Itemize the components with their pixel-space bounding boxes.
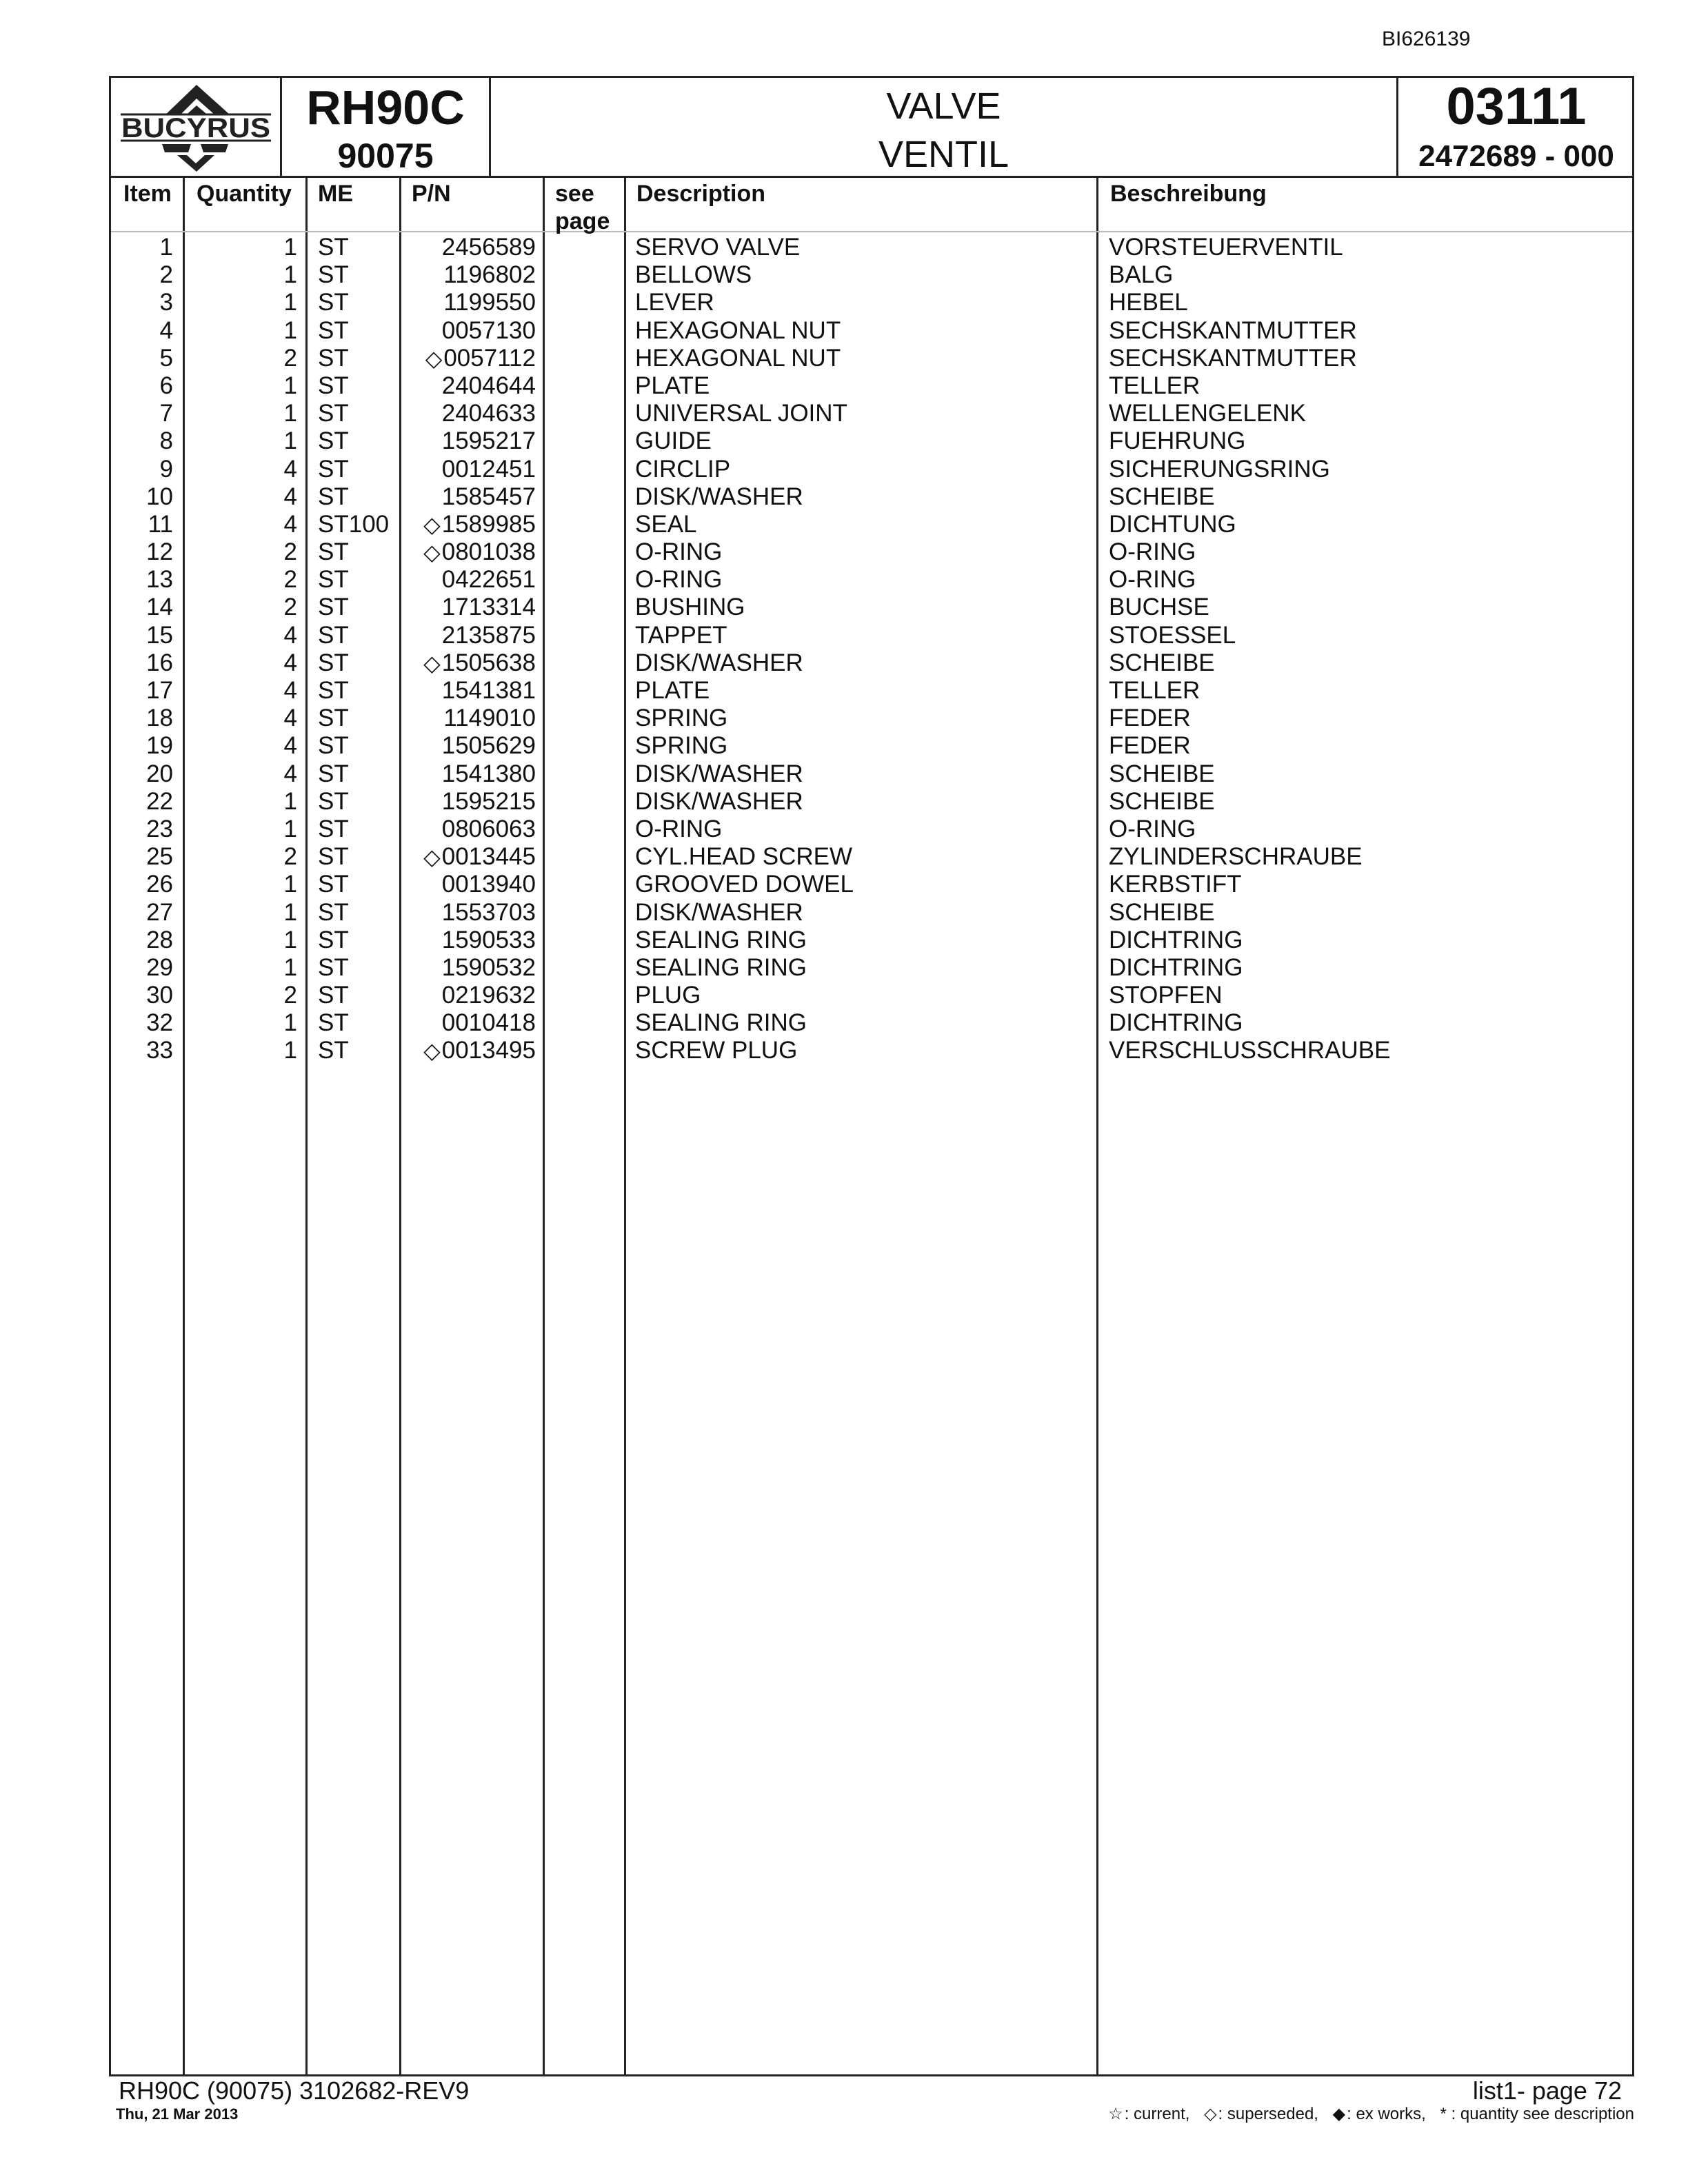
part-number-cell: 1196802 [443, 261, 536, 289]
part-number-cell: ◇0057112 [425, 344, 536, 372]
item-cell: 10 [146, 483, 173, 510]
title-cell [491, 78, 1398, 176]
beschreibung-cell: FEDER [1109, 732, 1191, 760]
item-cell: 8 [159, 427, 173, 455]
item-cell: 17 [146, 677, 173, 704]
table-row [111, 566, 1632, 594]
table-row [111, 622, 1632, 649]
quantity-cell: 1 [283, 953, 297, 981]
table-row [111, 1037, 1632, 1064]
unit-cell: ST [318, 843, 349, 871]
part-number-cell: 1590532 [441, 953, 536, 981]
beschreibung-cell: DICHTUNG [1109, 510, 1236, 538]
beschreibung-cell: KERBSTIFT [1109, 871, 1242, 898]
quantity-cell: 1 [283, 815, 297, 842]
part-number-cell: ◇0801038 [423, 538, 536, 566]
unit-cell: ST [318, 261, 349, 289]
unit-cell: ST [318, 760, 349, 787]
quantity-cell: 2 [283, 538, 297, 566]
table-row [111, 234, 1632, 261]
item-cell: 13 [146, 566, 173, 594]
unit-cell: ST [318, 538, 349, 566]
assembly-part-number: 2472689 - 000 [1418, 139, 1614, 173]
unit-cell: ST [318, 871, 349, 898]
description-cell: CYL.HEAD SCREW [635, 843, 853, 871]
footer-page-number: list1- page 72 [1472, 2076, 1622, 2105]
part-number-cell: 2404644 [441, 372, 536, 399]
quantity-cell: 2 [283, 594, 297, 621]
table-row [111, 400, 1632, 427]
description-cell: SEALING RING [635, 953, 807, 981]
quantity-cell: 1 [283, 871, 297, 898]
document-id: BI626139 [1382, 28, 1471, 50]
part-number-cell: 2456589 [441, 234, 536, 261]
unit-cell: ST [318, 400, 349, 427]
description-cell: HEXAGONAL NUT [635, 316, 841, 344]
superseded-diamond-icon: ◇ [425, 345, 443, 371]
description-cell: GROOVED DOWEL [635, 871, 854, 898]
superseded-diamond-icon: ◇ [423, 1038, 441, 1064]
unit-cell: ST100 [318, 510, 390, 538]
beschreibung-cell: FUEHRUNG [1109, 427, 1246, 455]
unit-cell: ST [318, 677, 349, 704]
unit-cell: ST [318, 787, 349, 815]
quantity-cell: 1 [283, 400, 297, 427]
part-number-cell: 0010418 [441, 1009, 536, 1037]
part-number-cell: 1541381 [441, 677, 536, 704]
part-number-cell: 1590533 [441, 926, 536, 953]
unit-cell: ST [318, 234, 349, 261]
unit-cell: ST [318, 898, 349, 926]
table-row [111, 289, 1632, 316]
description-cell: DISK/WASHER [635, 649, 803, 676]
symbol-legend [1098, 2104, 1634, 2124]
description-cell: O-RING [635, 815, 723, 842]
part-number-cell: 0806063 [441, 815, 536, 842]
beschreibung-cell: VERSCHLUSSCHRAUBE [1109, 1037, 1391, 1064]
item-cell: 28 [146, 926, 173, 953]
item-cell: 18 [146, 705, 173, 732]
description-cell: TAPPET [635, 621, 727, 649]
unit-cell: ST [318, 1009, 349, 1037]
table-row [111, 317, 1632, 345]
table-row [111, 483, 1632, 511]
superseded-diamond-icon: ◇ [423, 845, 441, 870]
beschreibung-cell: TELLER [1109, 372, 1200, 399]
unit-cell: ST [318, 594, 349, 621]
unit-cell: ST [318, 649, 349, 676]
superseded-diamond-icon: ◇ [423, 512, 441, 537]
unit-cell: ST [318, 455, 349, 483]
table-row [111, 1009, 1632, 1037]
part-number-cell: 1541380 [441, 760, 536, 787]
item-cell: 33 [146, 1037, 173, 1064]
table-row [111, 511, 1632, 538]
legend-quantity: * : quantity see description [1440, 2105, 1634, 2123]
table-row [111, 899, 1632, 927]
model-name: RH90C [306, 81, 465, 134]
description-cell: SEALING RING [635, 926, 807, 953]
beschreibung-cell: SCHEIBE [1109, 483, 1215, 510]
column-header-me: ME [318, 181, 353, 207]
item-cell: 30 [146, 982, 173, 1009]
table-row [111, 954, 1632, 982]
beschreibung-cell: BUCHSE [1109, 594, 1209, 621]
quantity-cell: 4 [283, 705, 297, 732]
beschreibung-cell: WELLENGELENK [1109, 400, 1306, 427]
item-cell: 25 [146, 843, 173, 871]
quantity-cell: 4 [283, 732, 297, 760]
table-row [111, 538, 1632, 566]
quantity-cell: 4 [283, 621, 297, 649]
item-cell: 32 [146, 1009, 173, 1037]
part-number-cell: 0422651 [441, 566, 536, 594]
description-cell: O-RING [635, 566, 723, 594]
quantity-cell: 2 [283, 344, 297, 372]
column-header-item: Item [123, 181, 172, 207]
quantity-cell: 2 [283, 843, 297, 871]
part-number-cell: ◇0013495 [423, 1037, 536, 1064]
description-cell: LEVER [635, 289, 714, 316]
description-cell: SEALING RING [635, 1009, 807, 1037]
reference-number: 03111 [1446, 77, 1587, 136]
item-cell: 6 [159, 372, 173, 399]
unit-cell: ST [318, 953, 349, 981]
table-row [111, 927, 1632, 954]
beschreibung-cell: SECHSKANTMUTTER [1109, 344, 1357, 372]
part-number-cell: 0219632 [441, 982, 536, 1009]
beschreibung-cell: SICHERUNGSRING [1109, 455, 1330, 483]
quantity-cell: 1 [283, 1009, 297, 1037]
item-cell: 7 [159, 400, 173, 427]
part-number-cell: 0057130 [441, 316, 536, 344]
quantity-cell: 1 [283, 787, 297, 815]
unit-cell: ST [318, 372, 349, 399]
column-header-pn: P/N [412, 181, 451, 207]
item-cell: 3 [159, 289, 173, 316]
item-cell: 11 [148, 510, 173, 538]
part-number-cell: 1713314 [441, 594, 536, 621]
page-title: VALVE [886, 85, 1001, 127]
see-label: see [555, 181, 594, 207]
superseded-diamond-icon: ◇ [423, 540, 441, 565]
item-cell: 2 [159, 261, 173, 289]
item-cell: 16 [146, 649, 173, 676]
table-row [111, 677, 1632, 705]
column-header-quantity: Quantity [197, 181, 292, 207]
quantity-cell: 4 [283, 677, 297, 704]
quantity-cell: 4 [283, 483, 297, 510]
column-header-beschreibung: Beschreibung [1110, 181, 1267, 207]
item-cell: 29 [146, 953, 173, 981]
unit-cell: ST [318, 705, 349, 732]
table-row [111, 594, 1632, 621]
beschreibung-cell: BALG [1109, 261, 1174, 289]
model-cell [282, 78, 491, 176]
description-cell: PLATE [635, 677, 710, 704]
beschreibung-cell: SECHSKANTMUTTER [1109, 316, 1357, 344]
part-number-cell: 1149010 [443, 705, 536, 732]
part-number-cell: 1595217 [441, 427, 536, 455]
table-row [111, 456, 1632, 483]
bucyrus-logo [111, 78, 282, 176]
part-number-cell: 1199550 [443, 289, 536, 316]
description-cell: GUIDE [635, 427, 712, 455]
diamond-filled-icon: ◆ [1332, 2105, 1346, 2123]
quantity-cell: 2 [283, 982, 297, 1009]
description-cell: BELLOWS [635, 261, 752, 289]
part-number-cell: ◇1589985 [423, 510, 536, 538]
part-number-cell: ◇0013445 [423, 843, 536, 871]
part-number-cell: 0013940 [441, 871, 536, 898]
table-row [111, 871, 1632, 898]
unit-cell: ST [318, 344, 349, 372]
beschreibung-cell: DICHTRING [1109, 1009, 1243, 1037]
table-row [111, 732, 1632, 760]
unit-cell: ST [318, 732, 349, 760]
beschreibung-cell: SCHEIBE [1109, 649, 1215, 676]
beschreibung-cell: VORSTEUERVENTIL [1109, 234, 1343, 261]
beschreibung-cell: DICHTRING [1109, 926, 1243, 953]
item-cell: 4 [159, 316, 173, 344]
unit-cell: ST [318, 316, 349, 344]
beschreibung-cell: STOPFEN [1109, 982, 1223, 1009]
description-cell: UNIVERSAL JOINT [635, 400, 847, 427]
item-cell: 14 [146, 594, 173, 621]
quantity-cell: 1 [283, 234, 297, 261]
quantity-cell: 4 [283, 760, 297, 787]
unit-cell: ST [318, 289, 349, 316]
table-row [111, 345, 1632, 372]
beschreibung-cell: HEBEL [1109, 289, 1188, 316]
quantity-cell: 1 [283, 427, 297, 455]
logo-cell [111, 78, 282, 176]
description-cell: PLATE [635, 372, 710, 399]
description-cell: SERVO VALVE [635, 234, 801, 261]
table-header [111, 176, 1632, 232]
part-number-cell: 0012451 [441, 455, 536, 483]
table-row [111, 649, 1632, 677]
column-header-see-page [555, 180, 610, 235]
table-row [111, 261, 1632, 289]
table-row [111, 843, 1632, 871]
svg-text:BUCYRUS: BUCYRUS [121, 113, 270, 143]
part-number-cell: 1553703 [441, 898, 536, 926]
beschreibung-cell: DICHTRING [1109, 953, 1243, 981]
part-number-cell: 2404633 [441, 400, 536, 427]
beschreibung-cell: O-RING [1109, 815, 1196, 842]
item-cell: 22 [146, 787, 173, 815]
beschreibung-cell: SCHEIBE [1109, 760, 1215, 787]
unit-cell: ST [318, 815, 349, 842]
item-cell: 5 [159, 344, 173, 372]
beschreibung-cell: O-RING [1109, 538, 1196, 566]
beschreibung-cell: O-RING [1109, 566, 1196, 594]
quantity-cell: 1 [283, 289, 297, 316]
quantity-cell: 1 [283, 261, 297, 289]
table-row [111, 982, 1632, 1009]
part-number-cell: 1595215 [441, 787, 536, 815]
diamond-outline-icon: ◇ [1204, 2105, 1217, 2123]
quantity-cell: 1 [283, 926, 297, 953]
item-cell: 15 [146, 621, 173, 649]
part-number-cell: ◇1505638 [423, 649, 536, 676]
item-cell: 23 [146, 815, 173, 842]
unit-cell: ST [318, 566, 349, 594]
description-cell: O-RING [635, 538, 723, 566]
unit-cell: ST [318, 621, 349, 649]
star-icon: ☆ [1108, 2105, 1123, 2123]
quantity-cell: 4 [283, 510, 297, 538]
part-number-cell: 1585457 [441, 483, 536, 510]
quantity-cell: 1 [283, 898, 297, 926]
table-row [111, 760, 1632, 788]
description-cell: SEAL [635, 510, 697, 538]
beschreibung-cell: STOESSEL [1109, 621, 1236, 649]
item-cell: 1 [159, 234, 173, 261]
serial-number: 90075 [337, 136, 434, 175]
legend-superseded: : superseded, [1218, 2105, 1318, 2123]
quantity-cell: 4 [283, 649, 297, 676]
sheet-header [111, 78, 1632, 178]
unit-cell: ST [318, 483, 349, 510]
description-cell: HEXAGONAL NUT [635, 344, 841, 372]
item-cell: 26 [146, 871, 173, 898]
part-number-cell: 1505629 [441, 732, 536, 760]
beschreibung-cell: ZYLINDERSCHRAUBE [1109, 843, 1363, 871]
description-cell: BUSHING [635, 594, 745, 621]
unit-cell: ST [318, 1037, 349, 1064]
parts-list-sheet [109, 76, 1634, 2076]
description-cell: DISK/WASHER [635, 760, 803, 787]
table-row [111, 816, 1632, 843]
quantity-cell: 4 [283, 455, 297, 483]
legend-current: : current, [1124, 2105, 1190, 2123]
unit-cell: ST [318, 982, 349, 1009]
description-cell: DISK/WASHER [635, 787, 803, 815]
item-cell: 27 [146, 898, 173, 926]
column-header-description: Description [636, 181, 766, 207]
description-cell: CIRCLIP [635, 455, 731, 483]
quantity-cell: 1 [283, 1037, 297, 1064]
unit-cell: ST [318, 926, 349, 953]
quantity-cell: 2 [283, 566, 297, 594]
page-subtitle: VENTIL [878, 134, 1009, 175]
reference-cell [1398, 78, 1634, 176]
table-row [111, 788, 1632, 816]
description-cell: PLUG [635, 982, 701, 1009]
beschreibung-cell: TELLER [1109, 677, 1200, 704]
item-cell: 19 [146, 732, 173, 760]
quantity-cell: 1 [283, 372, 297, 399]
description-cell: SPRING [635, 732, 728, 760]
legend-ex-works: : ex works, [1347, 2105, 1426, 2123]
unit-cell: ST [318, 427, 349, 455]
quantity-cell: 1 [283, 316, 297, 344]
footer-document-reference: RH90C (90075) 3102682-REV9 [119, 2076, 470, 2105]
parts-table-body [111, 234, 1632, 1065]
item-cell: 20 [146, 760, 173, 787]
table-row [111, 427, 1632, 455]
footer-date: Thu, 21 Mar 2013 [116, 2105, 239, 2123]
table-row [111, 705, 1632, 732]
superseded-diamond-icon: ◇ [423, 650, 441, 676]
beschreibung-cell: FEDER [1109, 705, 1191, 732]
beschreibung-cell: SCHEIBE [1109, 898, 1215, 926]
description-cell: SPRING [635, 705, 728, 732]
beschreibung-cell: SCHEIBE [1109, 787, 1215, 815]
page-label: page [555, 208, 610, 234]
description-cell: DISK/WASHER [635, 483, 803, 510]
item-cell: 9 [159, 455, 173, 483]
description-cell: DISK/WASHER [635, 898, 803, 926]
description-cell: SCREW PLUG [635, 1037, 798, 1064]
table-row [111, 372, 1632, 400]
item-cell: 12 [146, 538, 173, 566]
part-number-cell: 2135875 [441, 621, 536, 649]
